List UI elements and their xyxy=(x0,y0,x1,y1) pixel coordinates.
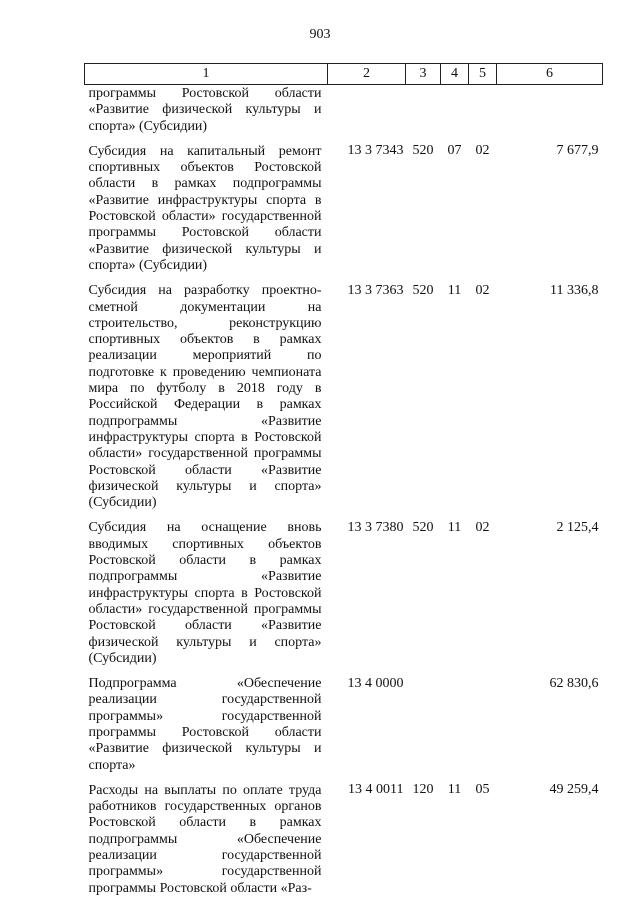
header-col-5: 5 xyxy=(469,64,497,85)
header-col-1: 1 xyxy=(85,64,328,85)
budget-table xyxy=(84,63,603,898)
table-row xyxy=(85,774,603,897)
row-name: Подпрограмма «Обеспечение реализации государственной программы» государственной программы Ростовской области «Развитие физической культуры и спорта» xyxy=(88,676,322,773)
row-col-4 xyxy=(441,668,469,775)
row-col-3 xyxy=(406,85,441,136)
row-amount: 7 677,9 xyxy=(556,143,599,159)
table-row xyxy=(85,135,603,274)
table-row xyxy=(85,668,603,775)
row-col-5 xyxy=(469,668,497,775)
row-col-3: 120 xyxy=(412,782,434,798)
row-col-4: 07 xyxy=(447,143,462,159)
row-col-3: 520 xyxy=(412,282,434,298)
header-col-2: 2 xyxy=(328,64,406,85)
table-row xyxy=(85,85,603,136)
row-code: 13 4 0000 xyxy=(347,675,404,691)
row-col-4 xyxy=(441,85,469,136)
row-name: Расходы на выплаты по оплате труда работников государственных органов Ростовской области в рамках подпрограммы «Обеспечение реализации государственной программы» государственной программы Ростовской области «Раз- xyxy=(88,782,322,896)
row-amount xyxy=(497,85,603,136)
row-amount: 62 830,6 xyxy=(549,675,599,691)
row-col-4: 11 xyxy=(447,519,462,535)
table-header xyxy=(85,64,603,85)
row-name: Субсидия на оснащение вновь вводимых спортивных объектов Ростовской области в рамках подпрограммы «Развитие инфраструктуры спорта в Ростовской области» государственной программы Ростовской области «Развитие физической культуры и спорта» (Субсидии) xyxy=(88,520,322,666)
table-body xyxy=(85,85,603,898)
row-amount: 2 125,4 xyxy=(556,519,599,535)
page-number: 903 xyxy=(309,27,331,42)
row-amount: 49 259,4 xyxy=(549,782,599,798)
row-col-4: 11 xyxy=(447,782,462,798)
row-col-5: 02 xyxy=(475,282,490,298)
row-code: 13 3 7363 xyxy=(347,282,404,298)
table-row xyxy=(85,512,603,668)
header-row xyxy=(85,64,603,85)
row-col-5: 05 xyxy=(475,782,490,798)
row-code xyxy=(328,85,406,136)
row-col-3: 520 xyxy=(412,143,434,159)
row-code: 13 3 7343 xyxy=(347,143,404,159)
row-name: Субсидия на капитальный ремонт спортивных объектов Ростовской области в рамках подпрограммы «Развитие инфраструктуры спорта в Ростовской области» государственной программы Ростовской области «Развитие физической культуры и спорта» (Субсидии) xyxy=(88,143,322,273)
header-col-4: 4 xyxy=(441,64,469,85)
row-col-4: 11 xyxy=(447,282,462,298)
row-name: программы Ростовской области «Развитие физической культуры и спорта» (Субсидии) xyxy=(88,86,322,134)
row-col-5 xyxy=(469,85,497,136)
row-col-3 xyxy=(406,668,441,775)
row-name: Субсидия на разработку проектно-сметной документации на строительство, реконструкцию спортивных объектов в рамках реализации мероприятий по подготовке к проведению чемпионата мира по футболу в 2018 году в Российской Федерации в рамках подпрограммы «Развитие инфраструктуры спорта в Ростовской области» государственной программы Ростовской области «Развитие физической культуры и спорта» (Субсидии) xyxy=(88,283,322,511)
header-col-3: 3 xyxy=(406,64,441,85)
header-col-6: 6 xyxy=(497,64,603,85)
row-col-3: 520 xyxy=(412,519,434,535)
row-code: 13 4 0011 xyxy=(348,782,404,798)
row-col-5: 02 xyxy=(475,519,490,535)
table-row xyxy=(85,275,603,512)
row-amount: 11 336,8 xyxy=(550,282,599,298)
row-code: 13 3 7380 xyxy=(347,519,404,535)
row-col-5: 02 xyxy=(475,143,490,159)
